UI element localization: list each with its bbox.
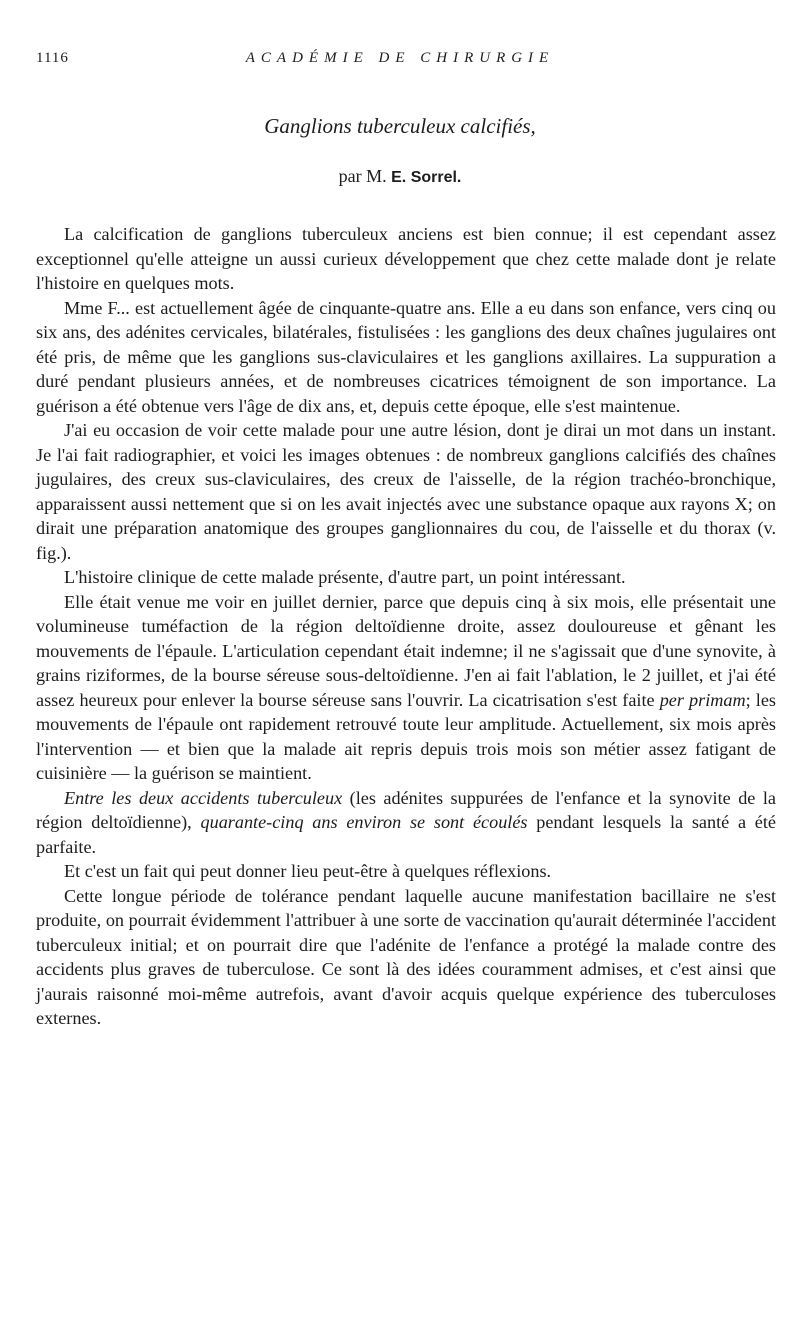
- page-header: [36, 50, 764, 72]
- byline: [0, 166, 800, 187]
- paragraph-6-italic-2: quarante-cinq ans environ se sont écoulés: [200, 812, 528, 832]
- paragraph-3: J'ai eu occasion de voir cette malade pour une autre lésion, dont je dirai un mot dans un instant. Je l'ai fait radiographier, et voici les images obtenues : de nombreux ganglions calcifiés des chaînes jugulaires, des creux sus-claviculaires, des creux de l'aisselle, de la région trachéo-bronchique, apparaissent aussi nettement que si on les avait injectés avec une substance opaque aux rayons X; on dirait une préparation anatomique des groupes ganglionnaires du cou, de l'aisselle et du thorax (v. fig.).: [36, 420, 776, 563]
- byline-author: E. Sorrel.: [391, 169, 462, 186]
- paragraph-5: [36, 590, 776, 786]
- paragraph-6-text-a: (les adénites suppurées de l'enfance et la synovite de la région deltoïdienne),: [36, 787, 776, 832]
- article-title: Ganglions tuberculeux calcifiés,: [264, 114, 536, 138]
- byline-prefix: par M.: [338, 166, 387, 186]
- paragraph-8: Cette longue période de tolérance pendant laquelle aucune manifestation bacillaire ne s'est produite, on pourrait évidemment l'attribuer à une sorte de vaccination qu'aurait déterminée l'accident tuberculeux initial; et on pourrait dire que l'adénite de l'enfance a protégé la malade contre des accidents plus graves de tuberculose. Ce sont là des idées couramment admises, et c'est ainsi que j'aurais raisonné moi-même autrefois, avant d'avoir acquis quelque expérience des tuberculoses externes.: [36, 885, 776, 1028]
- paragraph-5-italic: per primam: [659, 689, 746, 710]
- page-number: 1116: [36, 50, 69, 66]
- running-head: ACADÉMIE DE CHIRURGIE: [245, 50, 555, 66]
- paragraph-6-text-b: pendant lesquels la santé a été parfaite.: [36, 812, 776, 857]
- paragraph-7: Et c'est un fait qui peut donner lieu peut-être à quelques réflexions.: [64, 861, 552, 881]
- paragraph-5-text-a: Elle était venue me voir en juillet dernier, parce que depuis cinq à six mois, elle présentait une volumineuse tuméfaction de la région deltoïdienne droite, assez douloureuse et gênant les mouvements de l'épaule. L'articulation cependant était indemne; il ne s'agissait que d'une synovite, à grains riziformes, de la bourse séreuse sous-deltoïdienne. J'en ai fait l'ablation, le 2 juillet, et j'ai été assez heureux pour enlever la bourse séreuse sans l'ouvrir. La cicatrisation s'est faite: [36, 591, 776, 710]
- article-body: [36, 222, 776, 1031]
- paragraph-4: L'histoire clinique de cette malade présente, d'autre part, un point intéressant.: [64, 567, 626, 587]
- paragraph-6-italic-1: Entre les deux accidents tuberculeux: [64, 787, 343, 808]
- paragraph-1: La calcification de ganglions tuberculeux anciens est bien connue; il est cependant assez exceptionnel qu'elle atteigne un aussi curieux développement que chez cette malade dont je relate l'histoire en quelques mots.: [36, 224, 776, 293]
- paragraph-6: [36, 786, 776, 860]
- paragraph-2: Mme F... est actuellement âgée de cinquante-quatre ans. Elle a eu dans son enfance, vers cinq ou six ans, des adénites cervicales, bilatérales, fistulisées : les ganglions des deux chaînes jugulaires ont été pris, de même que les ganglions sus-claviculaires et les ganglions axillaires. La suppuration a duré pendant plusieurs années, et de nombreuses cicatrices témoignent de son importance. La guérison a été obtenue vers l'âge de dix ans, et, depuis cette époque, elle s'est maintenue.: [36, 297, 776, 416]
- paragraph-5-text-b: ; les mouvements de l'épaule ont rapidement retrouvé toute leur amplitude. Actuellement, six mois après l'intervention — et bien que la malade ait repris depuis trois mois son métier assez fatigant de cuisinière — la guérison se maintient.: [36, 689, 776, 783]
